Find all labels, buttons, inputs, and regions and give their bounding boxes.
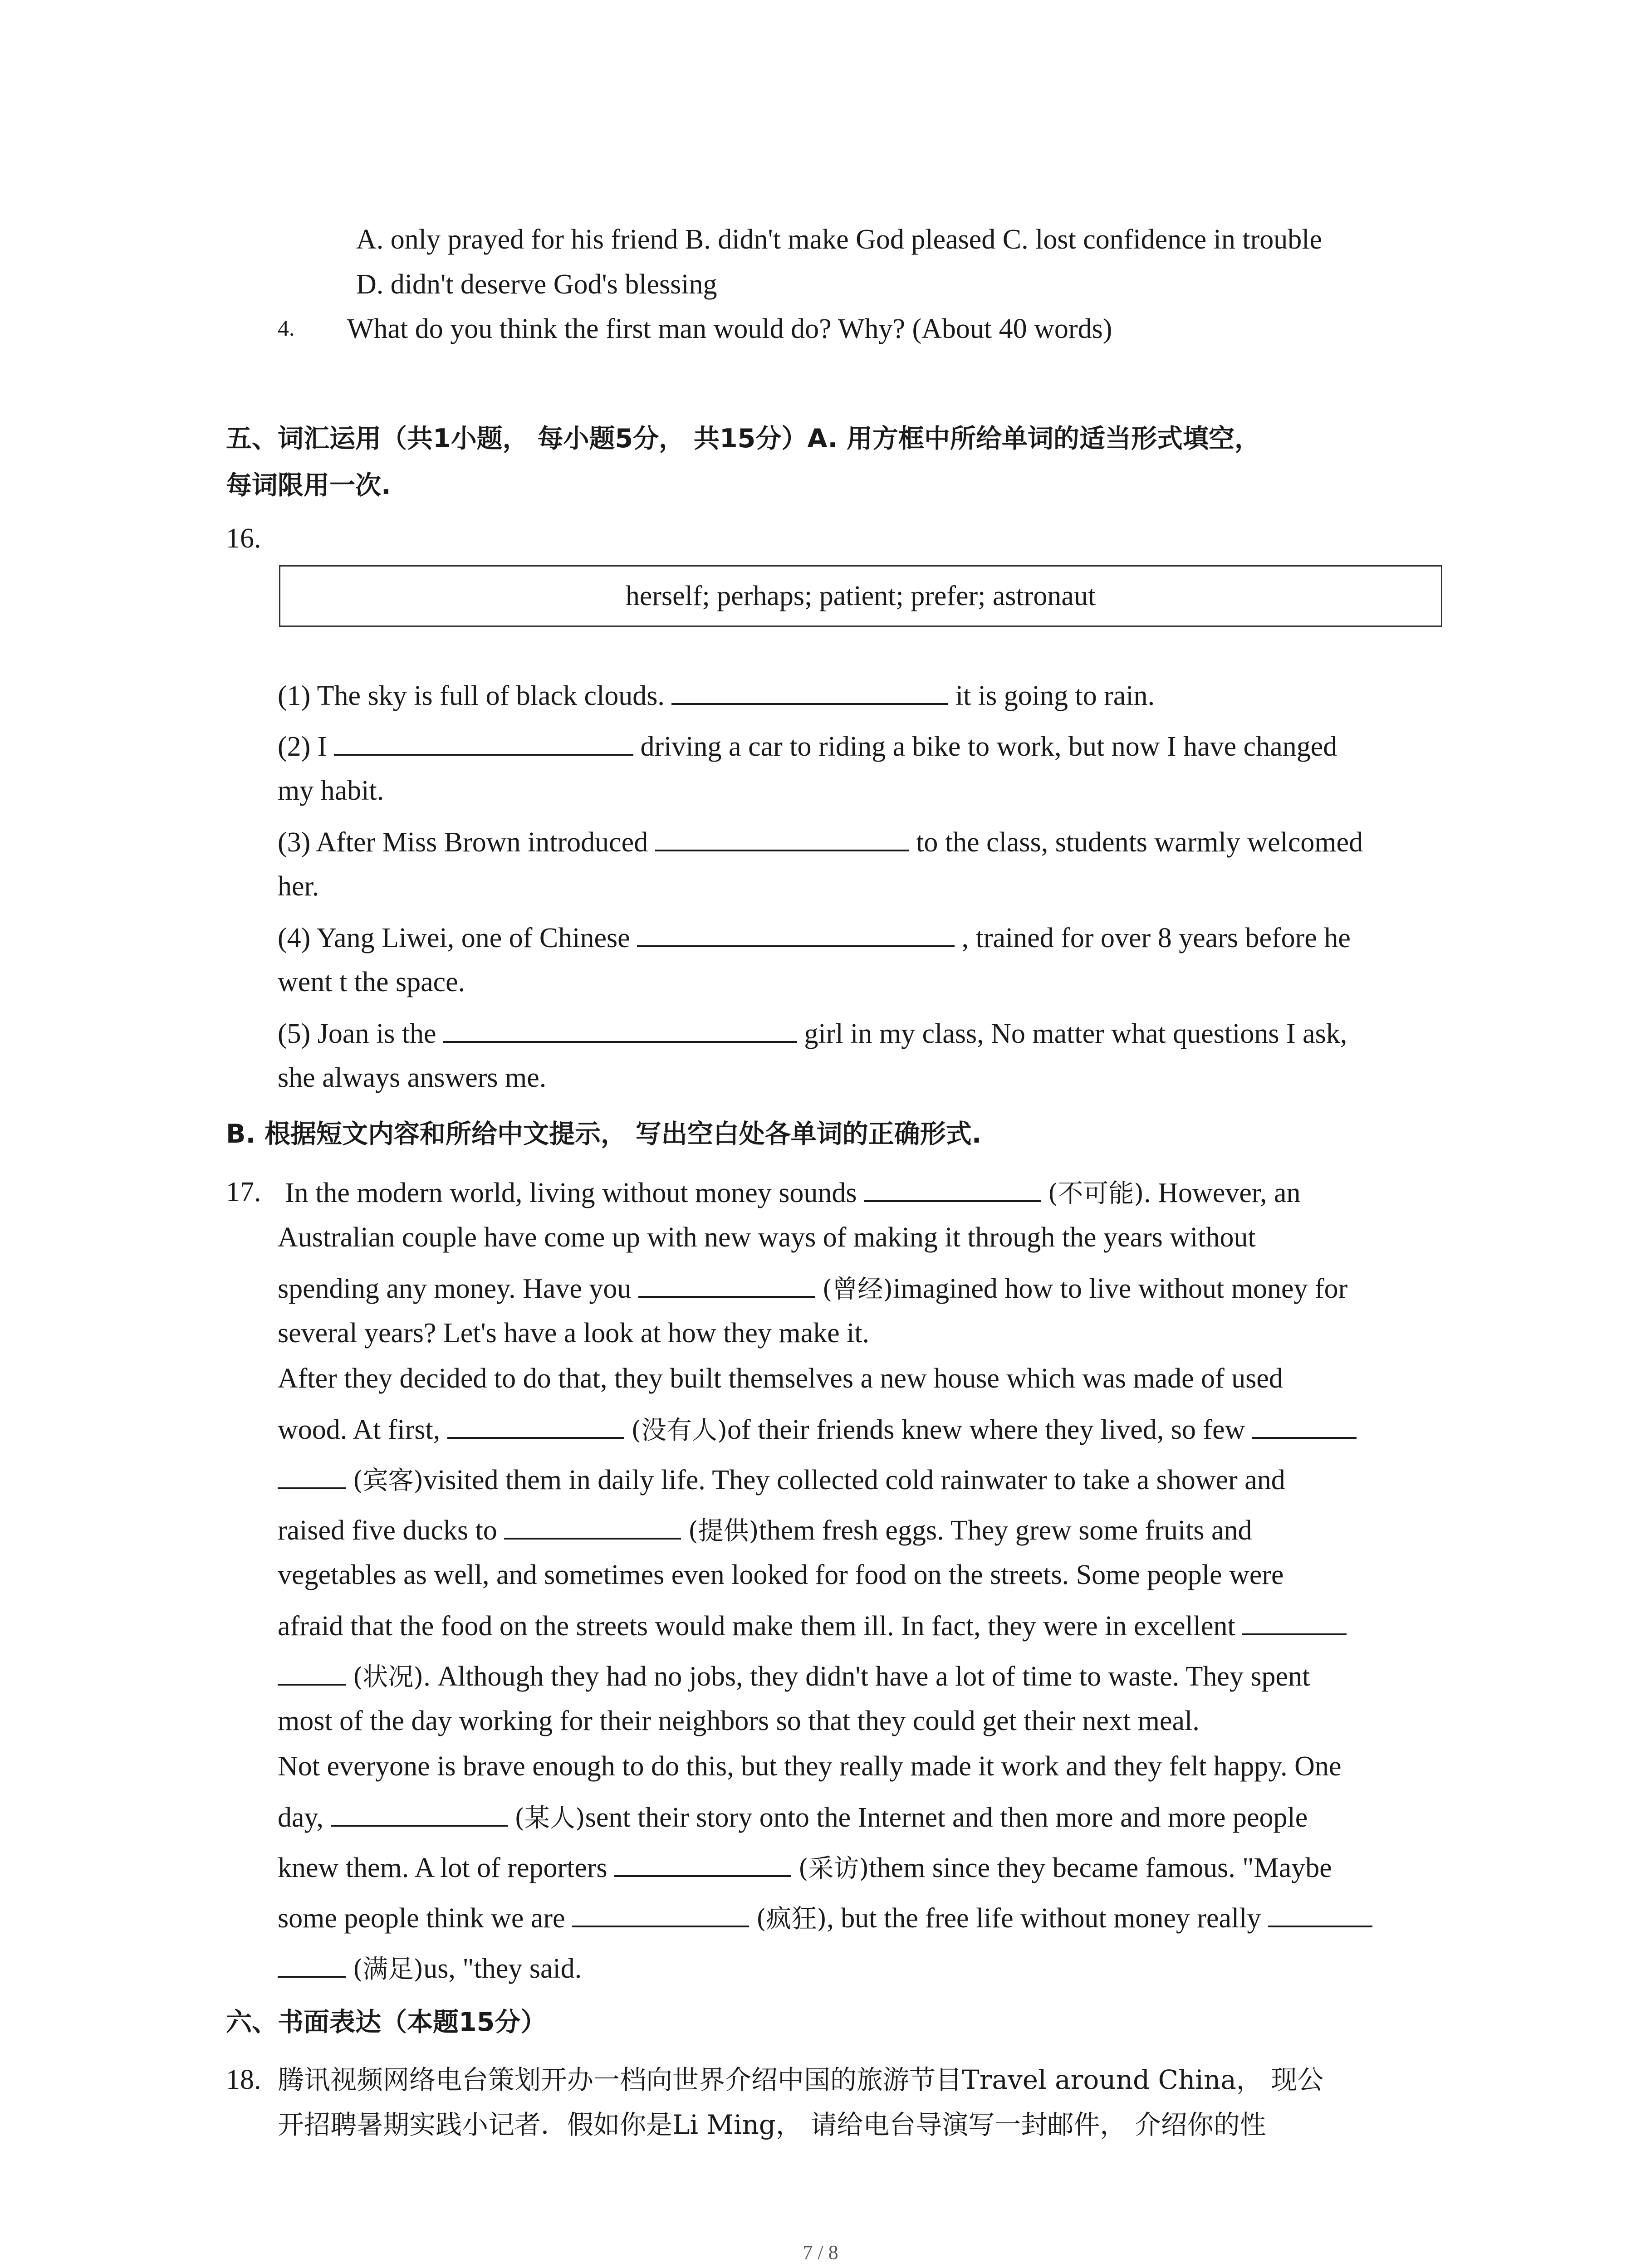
section5-title: 五、词汇运用（共1小题， 每小题5分， 共15分）A. 用方框中所给单词的适当形式填空，: [226, 424, 1260, 454]
q17-line-9: vegetables as well, and sometimes even looked for food on the streets. Some people were: [278, 1559, 1284, 1590]
answer-blank-cont[interactable]: [278, 1950, 346, 1978]
answer-blank[interactable]: [614, 1849, 791, 1877]
q18-line-1: 腾讯视频网络电台策划开办一档向世界介绍中国的旅游节目Travel around China， 现公: [278, 2064, 1324, 2095]
q16-item-5: (5) Joan is the girl in my class, No matter what questions I ask,: [278, 1015, 1347, 1052]
q17-line-2: Australian couple have come up with new ways of making it through the years without: [278, 1222, 1256, 1253]
answer-blank[interactable]: [1252, 1411, 1357, 1439]
answer-blank[interactable]: [572, 1899, 749, 1927]
answer-blank[interactable]: [1268, 1899, 1372, 1927]
q17-line-13: Not everyone is brave enough to do this, but they really made it work and they felt happy. One: [278, 1751, 1342, 1782]
q4-number: 4.: [278, 315, 295, 341]
page-number: 7 / 8: [803, 2241, 838, 2263]
q17-line-7: (宾客)visited them in daily life. They collected cold rainwater to take a shower and: [278, 1461, 1285, 1499]
q17-line-5: After they decided to do that, they built themselves a new house which was made of used: [278, 1363, 1283, 1394]
answer-blank[interactable]: [864, 1174, 1041, 1202]
answer-blank[interactable]: [1242, 1607, 1347, 1635]
q16-item-4-cont: went t the space.: [278, 967, 465, 997]
q16-item-2: (2) I driving a car to riding a bike to work, but now I have changed: [278, 728, 1337, 765]
q17-line-17: (满足)us, "they said.: [278, 1950, 582, 1988]
answer-blank[interactable]: [334, 728, 633, 756]
q16-number: 16.: [226, 523, 261, 554]
answer-blank[interactable]: [443, 1015, 797, 1043]
q16-item-3-cont: her.: [278, 871, 319, 902]
section6-title: 六、书面表达（本题15分）: [226, 2007, 547, 2037]
q17-line-16: some people think we are (疯狂), but the free life without money really: [278, 1899, 1372, 1937]
q17-line-4: several years? Let's have a look at how they make it.: [278, 1318, 870, 1349]
q17-line-3: spending any money. Have you (曾经)imagined how to live without money for: [278, 1270, 1347, 1308]
q4-text: What do you think the first man would do? Why? (About 40 words): [347, 313, 1112, 344]
answer-blank[interactable]: [638, 1270, 815, 1298]
answer-blank-cont[interactable]: [278, 1657, 346, 1686]
answer-blank[interactable]: [655, 823, 909, 851]
answer-blank[interactable]: [331, 1799, 508, 1827]
word-box-text: herself; perhaps; patient; prefer; astronaut: [625, 580, 1096, 611]
q16-item-4: (4) Yang Liwei, one of Chinese , trained for over 8 years before he: [278, 919, 1351, 956]
answer-blank-cont[interactable]: [278, 1461, 346, 1489]
q17-line-11: (状况). Although they had no jobs, they didn't have a lot of time to waste. They spent: [278, 1657, 1310, 1696]
q16-item-1: (1) The sky is full of black clouds. it is going to rain.: [278, 677, 1155, 714]
section5-title-cont: 每词限用一次.: [226, 470, 391, 500]
q3-options-line1: A. only prayed for his friend B. didn't make God pleased C. lost confidence in trouble: [356, 224, 1323, 255]
answer-blank[interactable]: [671, 677, 948, 705]
q17-line-15: knew them. A lot of reporters (采访)them since they became famous. "Maybe: [278, 1849, 1332, 1887]
q16-item-3: (3) After Miss Brown introduced to the class, students warmly welcomed: [278, 823, 1363, 860]
sectionB-title: B. 根据短文内容和所给中文提示， 写出空白处各单词的正确形式.: [226, 1119, 982, 1149]
q17-line-6: wood. At first, (没有人)of their friends knew where they lived, so few: [278, 1411, 1357, 1449]
q17-line-10: afraid that the food on the streets would make them ill. In fact, they were in excellent: [278, 1607, 1347, 1644]
q17-line-8: raised five ducks to (提供)them fresh eggs. They grew some fruits and: [278, 1511, 1252, 1549]
word-box: [279, 565, 1442, 627]
q3-options-line2: D. didn't deserve God's blessing: [356, 269, 717, 300]
q16-item-2-cont: my habit.: [278, 775, 384, 806]
q18-number: 18.: [226, 2064, 261, 2095]
answer-blank[interactable]: [447, 1411, 624, 1439]
answer-blank[interactable]: [504, 1511, 681, 1540]
q17-line-14: day, (某人)sent their story onto the Internet and then more and more people: [278, 1799, 1308, 1837]
answer-blank[interactable]: [637, 919, 955, 947]
q16-item-5-cont: she always answers me.: [278, 1062, 547, 1093]
q17-line-12: most of the day working for their neighbors so that they could get their next meal.: [278, 1706, 1200, 1736]
q18-line-2: 开招聘暑期实践小记者．假如你是Li Ming， 请给电台导演写一封邮件， 介绍你的性: [278, 2109, 1266, 2140]
q17-line-1: In the modern world, living without money sounds (不可能). However, an: [285, 1174, 1301, 1212]
q17-number: 17.: [226, 1177, 261, 1207]
